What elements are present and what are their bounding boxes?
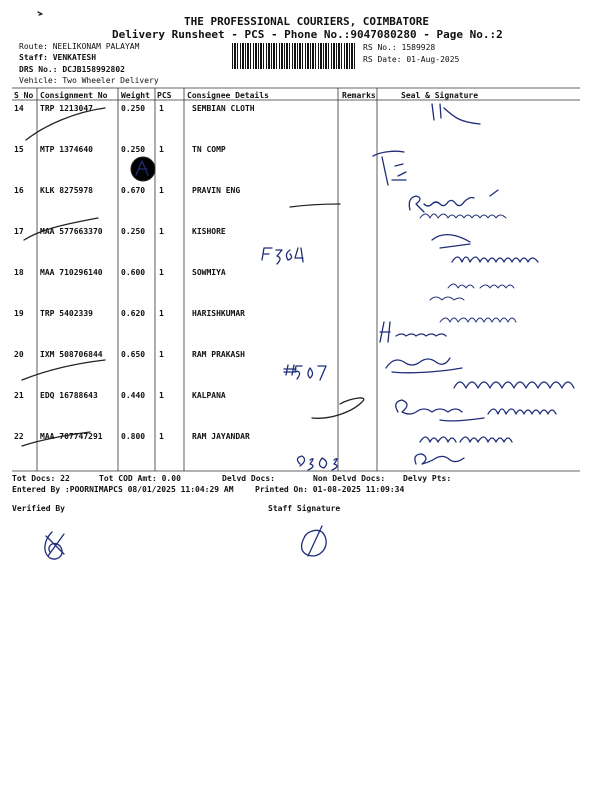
row-consignment: TRP 5402339 (40, 309, 93, 318)
phone-scribble-row21 (488, 409, 556, 414)
signature-row21 (396, 400, 484, 421)
row-pcs: 1 (159, 145, 164, 154)
row-pcs: 1 (159, 227, 164, 236)
row-consignment: MAA 710296140 (40, 268, 103, 277)
col-header-remarks: Remarks (342, 91, 376, 100)
row-sno: 22 (14, 432, 24, 441)
row-consignment: TRP 1213047 (40, 104, 93, 113)
route-label: Route: NEELIKONAM PALAYAM (19, 42, 140, 51)
row-consignee: TN COMP (192, 145, 226, 154)
row-consignee: RAM PRAKASH (192, 350, 245, 359)
company-title: THE PROFESSIONAL COURIERS, COIMBATORE (184, 15, 430, 28)
row-sno: 15 (14, 145, 24, 154)
scribble-row22 (420, 437, 512, 442)
signature-row22 (415, 454, 464, 464)
row-weight: 0.250 (121, 104, 146, 113)
row-weight: 0.650 (121, 350, 146, 359)
row-sno: 18 (14, 268, 24, 277)
row-consignee: RAM JAYANDAR (192, 432, 250, 441)
row-pcs: 1 (159, 350, 164, 359)
signature-row15 (373, 151, 406, 185)
row-pcs: 1 (159, 268, 164, 277)
row-consignment: MTP 1374640 (40, 145, 93, 154)
signature-row16 (409, 190, 498, 212)
row-consignment: KLK 8275978 (40, 186, 93, 195)
row-weight: 0.600 (121, 268, 146, 277)
row-pcs: 1 (159, 391, 164, 400)
col-header-sno: S No (14, 91, 34, 100)
row-sno: 14 (14, 104, 24, 113)
row-weight: 0.620 (121, 309, 146, 318)
col-header-consignee: Consignee Details (187, 91, 269, 100)
delvy-pts: Delvy Pts: (403, 474, 452, 483)
circle-stamp (131, 157, 155, 181)
printed-on: Printed On: 01-08-2025 11:09:34 (255, 485, 405, 494)
scribble-row18 (430, 284, 514, 300)
remark-s303 (297, 456, 337, 470)
row-sno: 17 (14, 227, 24, 236)
row-pcs: 1 (159, 186, 164, 195)
corner-tick-mark (38, 12, 42, 15)
remark-507 (284, 365, 326, 380)
rs-date: RS Date: 01-Aug-2025 (363, 55, 460, 64)
signature-row14 (432, 104, 480, 124)
row-consignment: EDQ 16788643 (40, 391, 98, 400)
row-weight: 0.250 (121, 145, 146, 154)
phone-scribble-row17 (452, 257, 538, 262)
signature-row17 (432, 235, 470, 248)
tot-docs: Tot Docs: 22 (12, 474, 70, 483)
phone-scribble-row20 (454, 382, 574, 388)
phone-scribble-row19 (440, 318, 516, 322)
delvd-docs: Delvd Docs: (222, 474, 275, 483)
strike-mark (22, 360, 105, 380)
runsheet-title: Delivery Runsheet - PCS - Phone No.:9047080280 - Page No.:2 (112, 28, 503, 41)
col-header-seal-signature: Seal & Signature (401, 91, 479, 100)
remark-swirl (312, 398, 364, 418)
entered-by: Entered By :POORNIMAPCS 08/01/2025 11:04:29 AM (12, 485, 234, 494)
row-consignee: SEMBIAN CLOTH (192, 104, 255, 113)
row-weight: 0.800 (121, 432, 146, 441)
row-pcs: 1 (159, 104, 164, 113)
signature-row19 (380, 322, 446, 342)
vehicle-label: Vehicle: Two Wheeler Delivery (19, 76, 159, 85)
barcode (232, 43, 356, 69)
row-sno: 21 (14, 391, 24, 400)
non-delvd-docs: Non Delvd Docs: (313, 474, 386, 483)
row-weight: 0.670 (121, 186, 146, 195)
col-header-consignment: Consignment No (40, 91, 108, 100)
row-pcs: 1 (159, 309, 164, 318)
signature-row20 (386, 358, 462, 373)
row-consignee: SOWMIYA (192, 268, 226, 277)
row-weight: 0.440 (121, 391, 146, 400)
drs-label: DRS No.: DCJB158992802 (19, 65, 125, 74)
phone-scribble-row16 (420, 214, 506, 218)
rs-number: RS No.: 1589928 (363, 43, 436, 52)
verified-by-signature (45, 532, 64, 559)
staff-signature-mark (302, 526, 327, 556)
tot-cod-amt: Tot COD Amt: 0.00 (99, 474, 181, 483)
staff-signature-label: Staff Signature (268, 504, 341, 513)
row-consignment: IXM 508706844 (40, 350, 103, 359)
remark-dash (290, 204, 340, 207)
row-consignment: MAA 707747291 (40, 432, 103, 441)
row-consignment: MAA 577663370 (40, 227, 103, 236)
col-header-weight: Weight (121, 91, 150, 100)
verified-by-label: Verified By (12, 504, 65, 513)
staff-label: Staff: VENKATESH (19, 53, 97, 62)
col-header-pcs: PCS (157, 91, 172, 100)
row-sno: 20 (14, 350, 24, 359)
row-consignee: PRAVIN ENG (192, 186, 241, 195)
row-sno: 19 (14, 309, 24, 318)
row-consignee: KISHORE (192, 227, 226, 236)
row-consignee: KALPANA (192, 391, 226, 400)
row-weight: 0.250 (121, 227, 146, 236)
row-sno: 16 (14, 186, 24, 195)
row-pcs: 1 (159, 432, 164, 441)
remark-f364 (262, 248, 303, 264)
row-consignee: HARISHKUMAR (192, 309, 245, 318)
